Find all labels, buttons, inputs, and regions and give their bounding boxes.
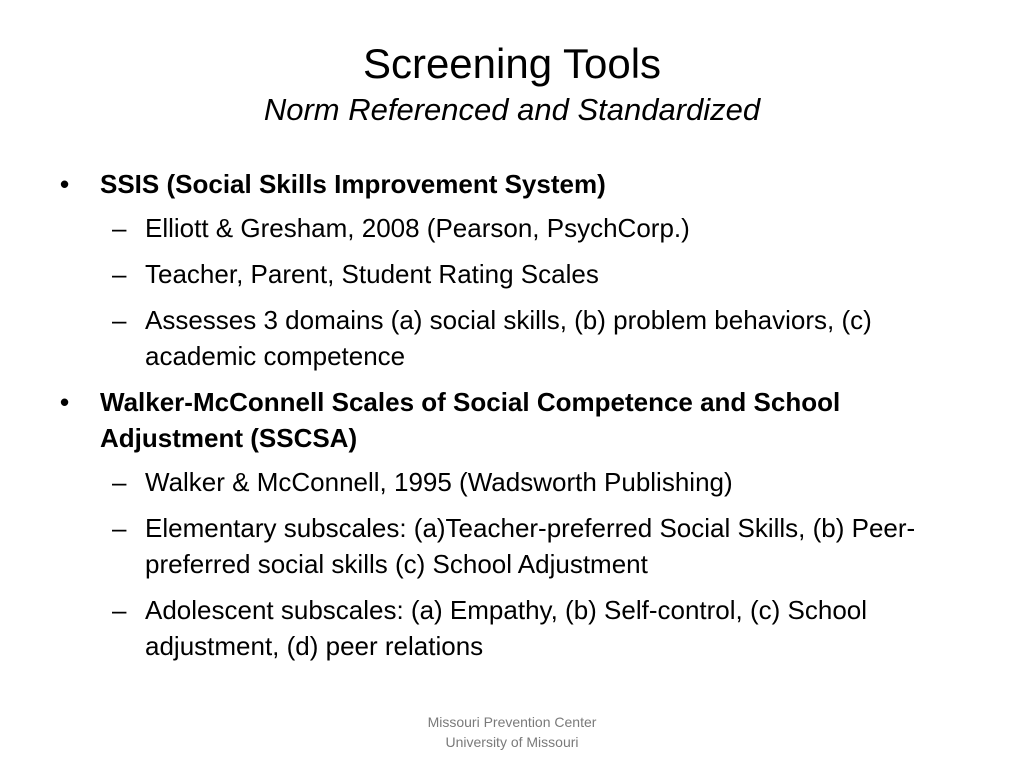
sub-item [60,302,970,374]
sub-item [60,592,970,664]
sub-item-text: Adolescent subscales: (a) Empathy, (b) Self-control, (c) School adjustment, (d) peer relations [145,595,868,661]
title-block [0,38,1024,130]
dash-marker: – [112,213,127,243]
dash-marker: – [112,467,127,497]
sub-item [60,510,970,582]
slide-footer [0,712,1024,752]
bullet-marker: • [60,169,70,199]
sub-item-text: Walker & McConnell, 1995 (Wadsworth Publishing) [145,467,733,497]
dash-marker: – [112,305,127,335]
bullet-marker: • [60,387,70,417]
dash-marker: – [112,595,127,625]
slide-subtitle: Norm Referenced and Standardized [263,92,761,127]
sub-item-text: Assesses 3 domains (a) social skills, (b) problem behaviors, (c) academic competence [145,305,872,371]
dash-marker: – [112,513,127,543]
bullet-text: Walker-McConnell Scales of Social Competence and School Adjustment (SSCSA) [100,387,841,453]
sub-item [60,464,970,500]
slide-title: Screening Tools [362,40,662,87]
sub-item-text: Elliott & Gresham, 2008 (Pearson, PsychCorp.) [145,213,690,243]
footer-university: University of Missouri [445,734,579,750]
sublist-ssis [60,210,970,374]
footer-org: Missouri Prevention Center [427,714,597,730]
bullet-text: SSIS (Social Skills Improvement System) [100,169,606,199]
sublist-sscsa [60,464,970,664]
sub-item [60,210,970,246]
sub-item [60,256,970,292]
bullet-item-sscsa [60,384,970,456]
bullet-item-ssis [60,166,970,202]
dash-marker: – [112,259,127,289]
sub-item-text: Teacher, Parent, Student Rating Scales [145,259,599,289]
sub-item-text: Elementary subscales: (a)Teacher-preferred Social Skills, (b) Peer-preferred social skills (c) School Adjustment [145,513,916,579]
slide-content [60,166,970,674]
